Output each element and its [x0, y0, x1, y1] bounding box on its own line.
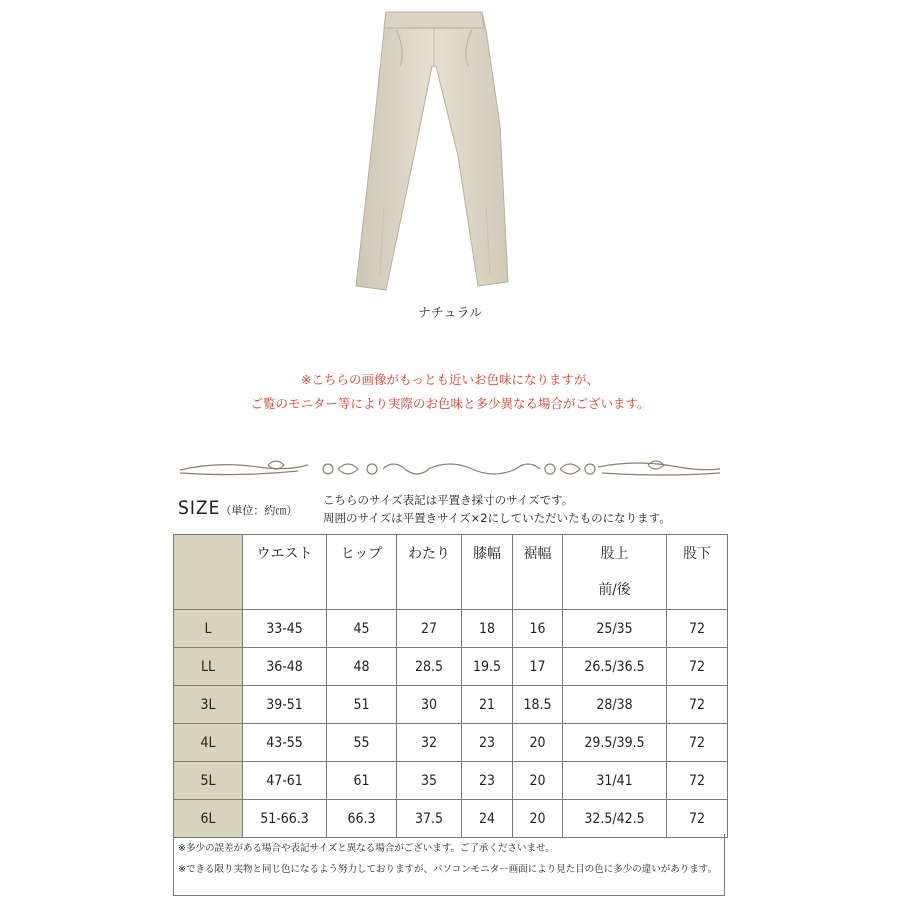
cell-thigh: 35 — [397, 762, 462, 800]
table-row — [174, 610, 728, 648]
size-unit: （単位：約㎝） — [220, 504, 298, 517]
cell-hip: 51 — [327, 686, 397, 724]
cell-waist: 47-61 — [243, 762, 327, 800]
row-size-label: L — [174, 610, 243, 648]
header-hem: 裾幅 — [513, 535, 563, 610]
header-inseam: 股下 — [667, 535, 728, 610]
table-row — [174, 762, 728, 800]
cell-waist: 36-48 — [243, 648, 327, 686]
cell-hip: 55 — [327, 724, 397, 762]
color-notice-line1: ※こちらの画像がもっとも近いお色味になりますが、 — [301, 372, 599, 387]
header-corner — [174, 535, 243, 610]
header-thigh: わたり — [397, 535, 462, 610]
size-table — [173, 534, 728, 838]
cell-knee: 21 — [462, 686, 513, 724]
header-rise — [563, 535, 667, 610]
header-rise-label: 股上 — [600, 546, 629, 562]
cell-hip: 66.3 — [327, 800, 397, 838]
row-size-label: 5L — [174, 762, 243, 800]
table-row — [174, 648, 728, 686]
color-notice — [0, 368, 900, 416]
cell-waist: 33-45 — [243, 610, 327, 648]
pants-photo — [340, 6, 520, 296]
cell-thigh: 30 — [397, 686, 462, 724]
cell-hem: 16 — [513, 610, 563, 648]
cell-hem: 18.5 — [513, 686, 563, 724]
footnotes — [173, 834, 725, 896]
cell-thigh: 28.5 — [397, 648, 462, 686]
cell-waist: 43-55 — [243, 724, 327, 762]
cell-inseam: 72 — [667, 610, 728, 648]
cell-rise: 28/38 — [563, 686, 667, 724]
size-title: SIZE — [178, 497, 221, 519]
size-table-header-row — [174, 535, 728, 610]
table-row — [174, 800, 728, 838]
cell-waist: 51-66.3 — [243, 800, 327, 838]
cell-inseam: 72 — [667, 648, 728, 686]
cell-rise: 25/35 — [563, 610, 667, 648]
size-description-line2: 周囲のサイズは平置きサイズ×2にしていただいたものになります。 — [323, 511, 671, 525]
cell-rise: 32.5/42.5 — [563, 800, 667, 838]
cell-inseam: 72 — [667, 686, 728, 724]
size-heading — [178, 497, 297, 519]
footnote-color-disclaimer: ※できる限り実物と同じ色になるよう努力しておりますが、パソコンモニター画面により見た目の色に多少の違いがあります。 — [178, 864, 718, 875]
cell-inseam: 72 — [667, 762, 728, 800]
cell-hem: 20 — [513, 800, 563, 838]
color-notice-line2: ご覧のモニター等により実際のお色味と多少異なる場合がございます。 — [250, 396, 650, 411]
color-name-label: ナチュラル — [417, 306, 483, 321]
cell-knee: 18 — [462, 610, 513, 648]
header-waist: ウエスト — [243, 535, 327, 610]
cell-waist: 39-51 — [243, 686, 327, 724]
row-size-label: 4L — [174, 724, 243, 762]
footnote-error-margin: ※多少の誤差がある場合や表記サイズと異なる場合がございます。ご了承くださいませ。 — [178, 843, 555, 854]
cell-thigh: 37.5 — [397, 800, 462, 838]
header-hip: ヒップ — [327, 535, 397, 610]
cell-knee: 23 — [462, 724, 513, 762]
table-row — [174, 686, 728, 724]
cell-hem: 20 — [513, 724, 563, 762]
cell-hem: 17 — [513, 648, 563, 686]
cell-inseam: 72 — [667, 724, 728, 762]
cell-knee: 24 — [462, 800, 513, 838]
cell-thigh: 27 — [397, 610, 462, 648]
cell-hem: 20 — [513, 762, 563, 800]
cell-inseam: 72 — [667, 800, 728, 838]
cell-hip: 45 — [327, 610, 397, 648]
cell-hip: 48 — [327, 648, 397, 686]
header-knee: 膝幅 — [462, 535, 513, 610]
table-row — [174, 724, 728, 762]
cell-rise: 29.5/39.5 — [563, 724, 667, 762]
size-description-line1: こちらのサイズ表記は平置き採寸のサイズです。 — [323, 493, 574, 507]
cell-knee: 23 — [462, 762, 513, 800]
row-size-label: LL — [174, 648, 243, 686]
ornament-divider — [178, 455, 722, 485]
size-description — [323, 491, 671, 527]
cell-thigh: 32 — [397, 724, 462, 762]
row-size-label: 6L — [174, 800, 243, 838]
header-rise-sub: 前/後 — [598, 582, 631, 598]
cell-hip: 61 — [327, 762, 397, 800]
row-size-label: 3L — [174, 686, 243, 724]
cell-rise: 26.5/36.5 — [563, 648, 667, 686]
cell-knee: 19.5 — [462, 648, 513, 686]
cell-rise: 31/41 — [563, 762, 667, 800]
